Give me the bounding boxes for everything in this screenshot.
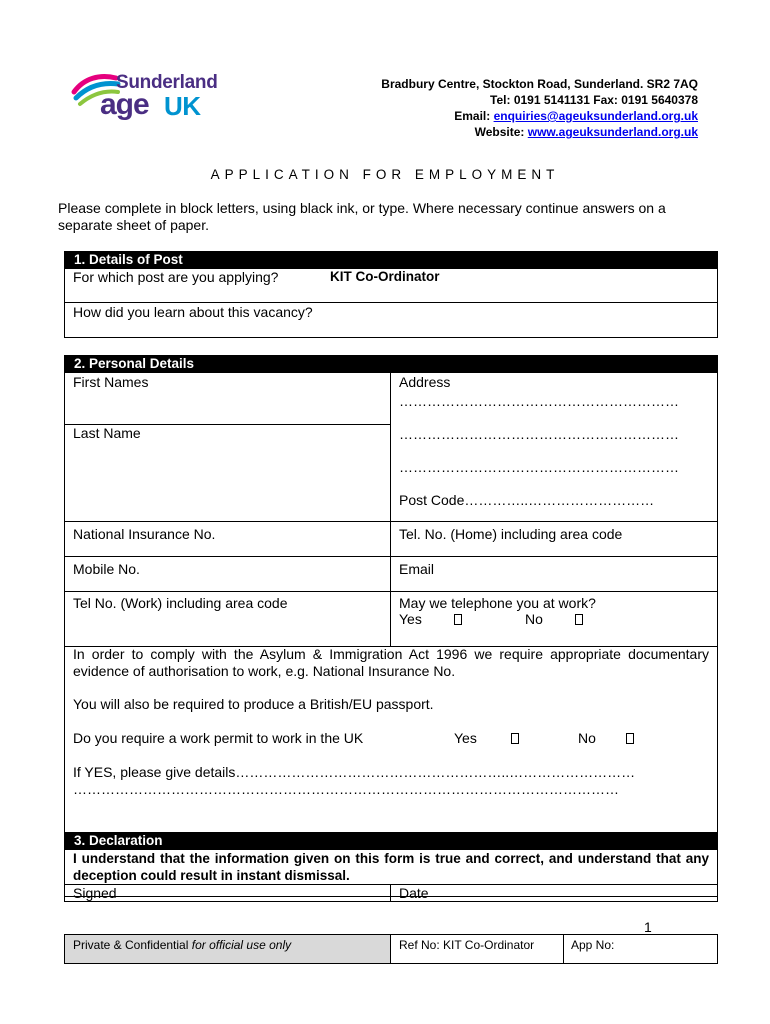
logo-text-uk: UK (164, 91, 201, 121)
telephone-no-checkbox[interactable] (575, 614, 583, 625)
divider (64, 591, 718, 592)
permit-details-dots: ……………………………………………………………………………………………………… (73, 781, 619, 797)
email-link[interactable]: enquiries@ageuksunderland.org.uk (493, 109, 698, 123)
may-we-telephone-question: May we telephone you at work? (399, 595, 596, 611)
private-text: Private & Confidential (73, 938, 192, 952)
email-line (381, 108, 698, 124)
section2-heading: 2. Personal Details (64, 355, 718, 372)
section1-heading: 1. Details of Post (64, 251, 718, 268)
website-link[interactable]: www.ageuksunderland.org.uk (527, 125, 698, 139)
divider (64, 521, 718, 522)
passport-notice: You will also be required to produce a British/EU passport. (73, 696, 434, 712)
page-number: 1 (644, 919, 652, 935)
private-confidential-label (73, 937, 291, 953)
website-line (381, 124, 698, 140)
divider (64, 556, 718, 557)
tel-home-field[interactable]: Tel. No. (Home) including area code (399, 526, 623, 542)
tel-work-field[interactable]: Tel No. (Work) including area code (73, 595, 288, 611)
work-permit-question: Do you require a work permit to work in the UK (73, 730, 364, 746)
vacancy-question[interactable]: How did you learn about this vacancy? (73, 304, 313, 320)
address-line: Bradbury Centre, Stockton Road, Sunderland. SR2 7AQ (381, 77, 698, 91)
divider (390, 372, 391, 646)
address-field[interactable]: Address (399, 374, 451, 390)
post-question: For which post are you applying? (73, 269, 279, 285)
contact-block (381, 76, 698, 140)
asylum-notice: In order to comply with the Asylum & Immigration Act 1996 we require appropriate documentary evidence of authorisation to work, e.g. National Insurance No. (73, 646, 709, 679)
telephone-yes-checkbox[interactable] (454, 614, 462, 625)
website-label: Website: (474, 125, 528, 139)
permit-yes-checkbox[interactable] (511, 733, 519, 744)
logo-text-sunderland: Sunderland (116, 72, 218, 93)
intro-instructions: Please complete in block letters, using black ink, or type. Where necessary continue answers on a separate sheet of paper. (58, 200, 666, 233)
mobile-field[interactable]: Mobile No. (73, 561, 140, 577)
section3-heading: 3. Declaration (64, 832, 718, 849)
address-dots-2: …………………………………………………… (399, 426, 679, 442)
ni-field[interactable]: National Insurance No. (73, 526, 216, 542)
ref-no: Ref No: KIT Co-Ordinator (399, 938, 535, 952)
email-field[interactable]: Email (399, 561, 435, 577)
page-title: APPLICATION FOR EMPLOYMENT (210, 167, 560, 182)
telephone-no-label: No (525, 611, 543, 627)
permit-no-label: No (578, 730, 596, 746)
logo-text-age: age (100, 88, 149, 121)
last-name-field[interactable]: Last Name (73, 425, 141, 441)
email-label: Email: (454, 109, 494, 123)
telephone-yes-label: Yes (399, 611, 422, 627)
address-dots-1: …………………………………………………… (399, 393, 679, 409)
divider (64, 884, 718, 885)
signed-field[interactable]: Signed (73, 885, 117, 901)
permit-yes-label: Yes (454, 730, 477, 746)
age-uk-sunderland-logo (70, 70, 250, 126)
divider (64, 302, 718, 303)
divider (390, 934, 391, 964)
post-value[interactable]: KIT Co-Ordinator (330, 269, 440, 284)
declaration-text: I understand that the information given on this form is true and correct, and understand that any deception could result in instant dismissal. (73, 851, 709, 883)
section2-box (64, 372, 718, 897)
post-code-field[interactable]: Post Code…………..……………………… (399, 492, 655, 508)
app-no-field[interactable]: App No: (571, 938, 615, 952)
divider (390, 884, 391, 902)
address-dots-3: …………………………………………………… (399, 459, 679, 475)
divider (563, 934, 564, 964)
permit-no-checkbox[interactable] (626, 733, 634, 744)
tel-fax-line: Tel: 0191 5141131 Fax: 0191 5640378 (490, 93, 698, 107)
official-text: for official use only (191, 938, 292, 952)
first-names-field[interactable]: First Names (73, 374, 149, 390)
permit-details-field[interactable]: If YES, please give details…………………………………………………..……………………… (73, 764, 636, 780)
date-field[interactable]: Date (399, 885, 429, 901)
